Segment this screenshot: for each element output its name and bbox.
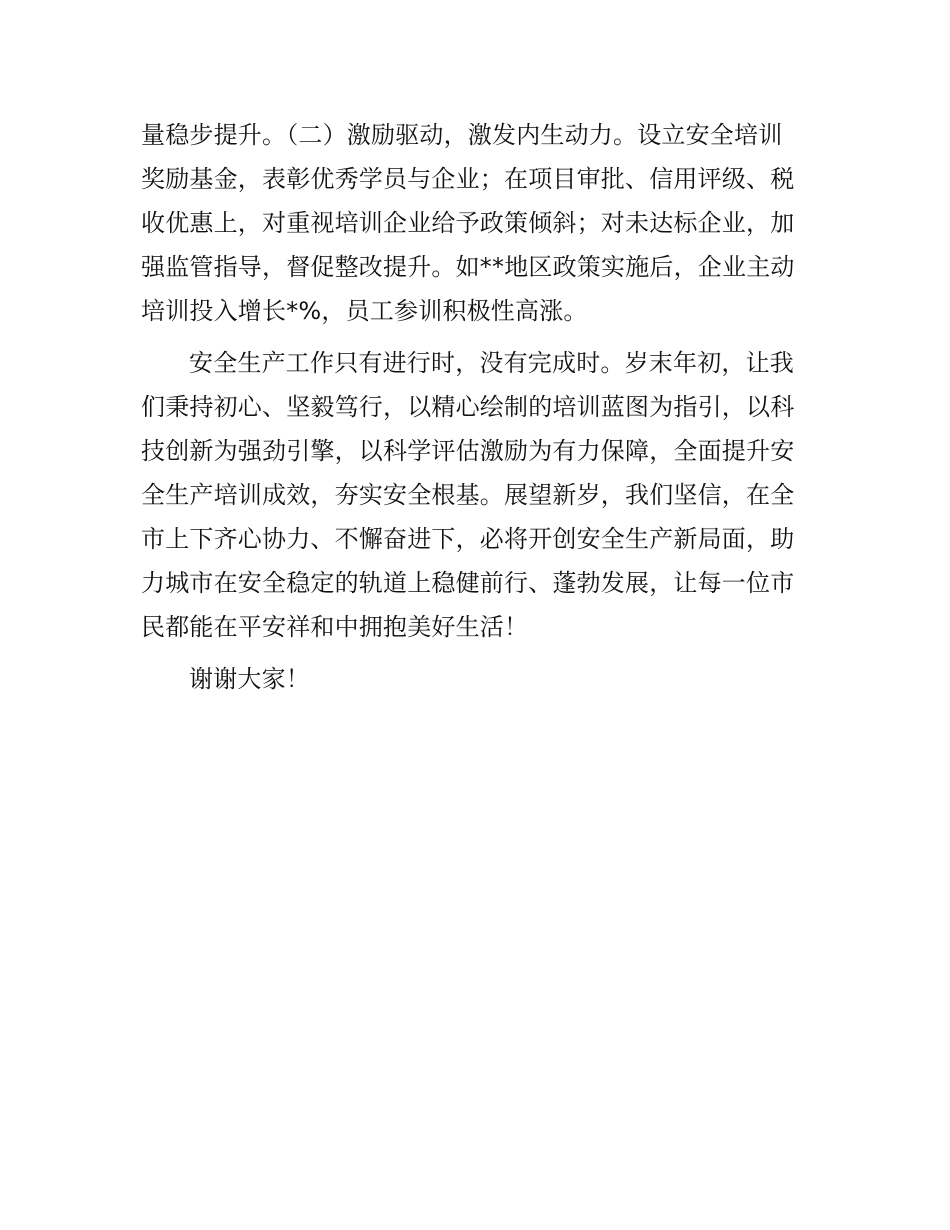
text-line: 谢谢大家！ [189, 665, 310, 693]
paragraph-spacer [141, 333, 809, 341]
text-line: 技创新为强劲引擎，以科学评估激励为有力保障，全面提升安 [141, 437, 795, 465]
text-line: 强监管指导，督促整改提升。如**地区政策实施后，企业主动 [141, 253, 795, 281]
paragraph-thanks [141, 657, 809, 701]
text-line: 培训投入增长*%，员工参训积极性高涨。 [141, 297, 588, 325]
paragraph-incentive [141, 113, 809, 333]
text-line: 力城市在安全稳定的轨道上稳健前行、蓬勃发展，让每一位市 [141, 569, 795, 597]
paragraph-spacer [141, 649, 809, 657]
text-line: 市上下齐心协力、不懈奋进下，必将开创安全生产新局面，助 [141, 525, 795, 553]
text-line: 安全生产工作只有进行时，没有完成时。岁末年初，让我 [189, 349, 794, 377]
text-line: 们秉持初心、坚毅笃行，以精心绘制的培训蓝图为指引，以科 [141, 393, 795, 421]
text-line: 民都能在平安祥和中拥抱美好生活！ [141, 613, 529, 641]
text-line: 量稳步提升。（二）激励驱动，激发内生动力。设立安全培训 [141, 121, 783, 149]
paragraph-conclusion [141, 341, 809, 649]
text-line: 全生产培训成效，夯实安全根基。展望新岁，我们坚信，在全 [141, 481, 795, 509]
document-body [141, 113, 809, 701]
text-line: 奖励基金，表彰优秀学员与企业；在项目审批、信用评级、税 [141, 165, 795, 193]
text-line: 收优惠上，对重视培训企业给予政策倾斜；对未达标企业，加 [141, 209, 795, 237]
